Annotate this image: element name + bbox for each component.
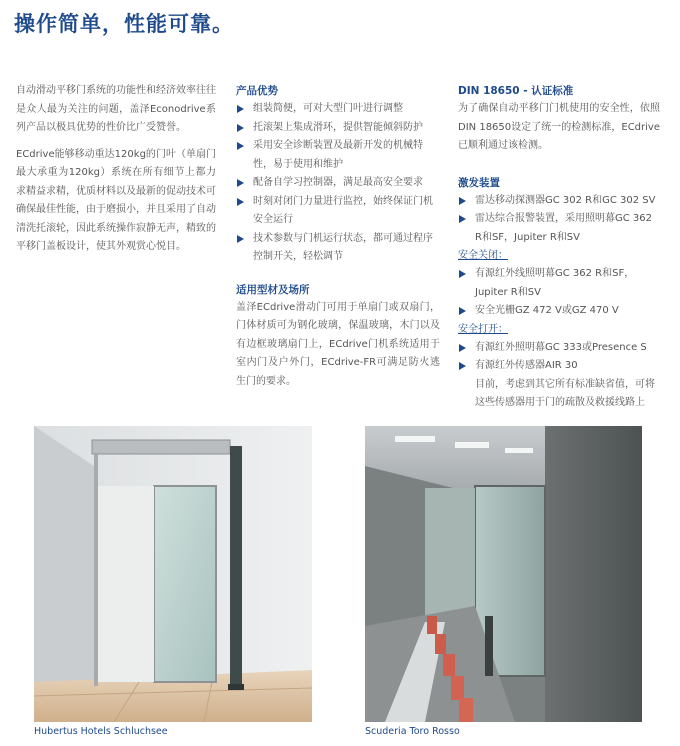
- activation-list: [458, 192, 660, 248]
- intro-column: [16, 82, 216, 265]
- list-item: 安全光栅GZ 472 V或GZ 470 V: [458, 302, 660, 321]
- page-title: 操作简单，性能可靠。: [14, 12, 234, 36]
- caption-hotel: Hubertus Hotels Schluchsee: [34, 726, 168, 737]
- applications-paragraph: 盖泽ECdrive滑动门可用于单扇门或双扇门，门体材质可为钢化玻璃，保温玻璃，木门以及有边框玻璃扇门上，ECdrive门机系统适用于室内门及户外门，ECdrive-FR可满足防火逃生门的要求。: [236, 301, 440, 387]
- applications-heading: 适用型材及场所: [236, 283, 310, 296]
- list-item: 组装简便，可对大型门叶进行调整: [236, 100, 440, 119]
- sensor-note: 目前，考虑到其它所有标准缺省值，可将这些传感器用于门的疏散及救援线路上: [475, 378, 655, 408]
- list-item: 雷达移动探测器GC 302 R和GC 302 SV: [458, 192, 660, 211]
- list-item: 时刻对闭门力量进行监控，始终保证门机安全运行: [236, 193, 440, 230]
- intro-paragraph-1: 自动滑动平移门系统的功能性和经济效率往往是众人最为关注的问题，盖泽Econodrive系列产品以极具优势的性价比广受赞誉。: [16, 85, 216, 133]
- safe-open-list: [458, 339, 660, 376]
- advantages-column: [236, 82, 440, 399]
- list-item: 技术参数与门机运行状态，都可通过程序控制开关，轻松调节: [236, 230, 440, 267]
- list-item: 雷达综合报警装置，采用照明幕GC 362 R和SF，Jupiter R和SV: [458, 210, 660, 247]
- activation-heading: 激发装置: [458, 176, 500, 189]
- intro-paragraph-2: ECdrive能够移动重达120kg的门叶（单扇门最大承重为120kg）系统在所有细节上都力求精益求精，优质材料以及最新的促动技术可确保最佳性能，由于磨损小，并且采用了自动清洗托滚轮，因此系统操作寂静无声，精致的平移门盖板设计，使其外观赏心悦目。: [16, 148, 216, 252]
- office-door-photo: [365, 426, 642, 722]
- safe-close-list: [458, 265, 660, 321]
- din-heading: DIN 18650 - 认证标准: [458, 85, 574, 97]
- list-item: 有源红外照明幕GC 333或Presence S: [458, 339, 660, 358]
- safe-close-subheading: 安全关闭：: [458, 250, 508, 261]
- list-item: 有源红外传感器AIR 30: [458, 357, 660, 376]
- list-item: 采用安全诊断装置及最新开发的机械特性，易于使用和维护: [236, 137, 440, 174]
- din-paragraph: 为了确保自动平移门门机使用的安全性，依照DIN 18650设定了统一的检测标准，ECdrive已顺利通过该检测。: [458, 103, 660, 151]
- advantages-list: [236, 100, 440, 267]
- safe-open-subheading: 安全打开：: [458, 323, 508, 335]
- list-item: 托滚架上集成滑环，提供智能倾斜防护: [236, 119, 440, 138]
- advantages-heading: 产品优势: [236, 85, 278, 97]
- hotel-door-photo: [34, 426, 312, 722]
- certification-column: [458, 82, 660, 413]
- list-item: 配备自学习控制器，满足最高安全要求: [236, 174, 440, 193]
- caption-office: Scuderia Toro Rosso: [365, 726, 460, 737]
- list-item: 有源红外线照明幕GC 362 R和SF，Jupiter R和SV: [458, 265, 660, 302]
